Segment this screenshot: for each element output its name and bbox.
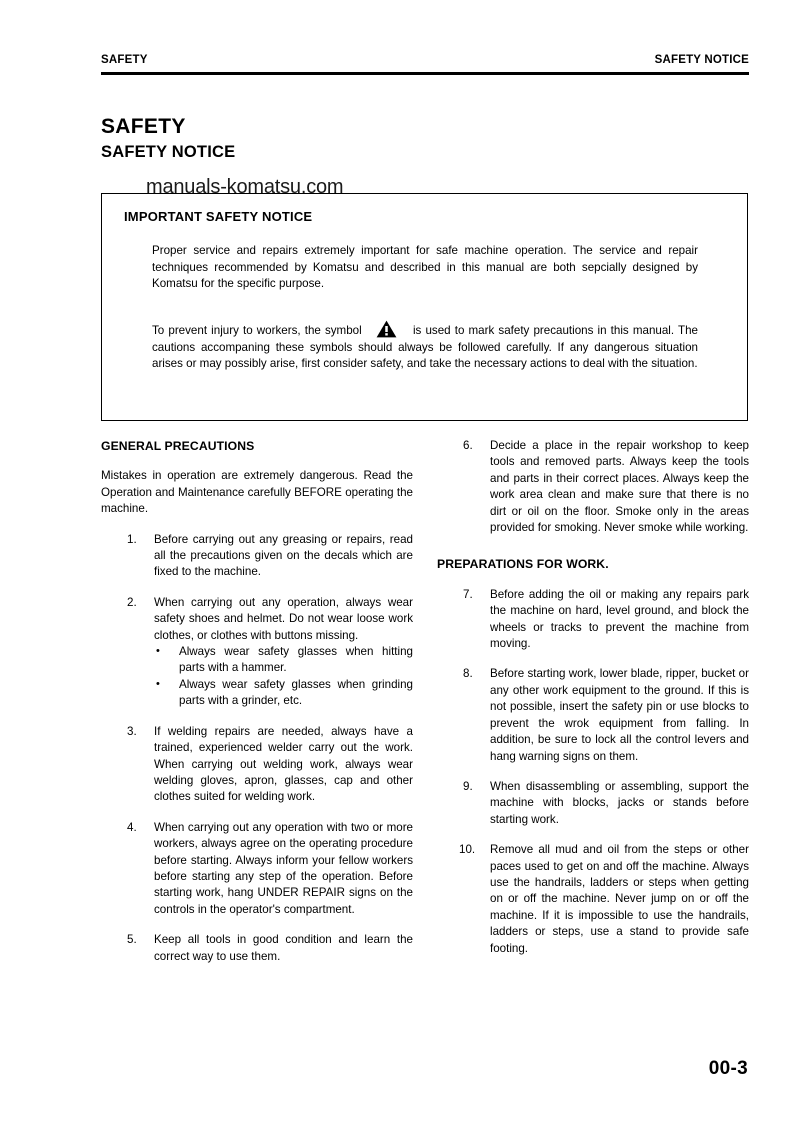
right-column [437,438,749,971]
general-precautions-lead: Mistakes in operation are extremely dangerous. Read the Operation and Maintenance carefully BEFORE operating the machine. [101,469,413,516]
header-rule [101,72,749,75]
list-item [437,842,749,957]
list-item-number: 6. [463,439,473,452]
bullet-item: • Always wear safety glasses when hitting parts with a hammer. [154,644,413,677]
list-item-number: 10. [459,843,476,857]
list-item-number: 1. [127,532,137,546]
page-subtitle: SAFETY NOTICE [101,143,236,161]
running-header-left: SAFETY [101,54,148,66]
running-header [101,54,749,66]
list-item [101,820,413,918]
page-number: 00-3 [708,1058,748,1079]
list-item [437,666,749,764]
list-item-number: 4. [127,820,137,834]
list-item-body: Before carrying out any greasing or repairs, read all the precautions given on the decals which are fixed to the machine. [154,532,413,579]
general-precautions-list-continued [437,438,749,536]
list-item [101,932,413,965]
preparations-for-work-heading: PREPARATIONS FOR WORK. [437,557,609,572]
bullet-item: • Always wear safety glasses when grinding parts with a grinder, etc. [154,677,413,710]
general-precautions-list [101,532,413,965]
list-item-body: When carrying out any operation, always wear safety shoes and helmet. Do not wear loose work clothes, or clothes with buttons missing. [154,595,413,642]
notice-paragraph-2-after: is used to mark safety precautions in this manual. The cautions accompaning these symbols should always be followed carefully. If any dangerous situation arises or may possibly arise, first consider safety, and take the necessary actions to deal with the situation. [152,324,698,371]
page-title: SAFETY [101,115,186,138]
left-column [101,438,413,979]
list-item-number: 3. [127,724,137,738]
preparations-for-work-list [437,587,749,957]
list-item-number: 9. [463,779,473,793]
notice-paragraph-2 [152,320,698,373]
list-item-body: Keep all tools in good condition and learn the correct way to use them. [154,933,413,963]
list-item [437,779,749,828]
notice-heading: IMPORTANT SAFETY NOTICE [124,209,313,224]
warning-triangle-icon [376,320,397,338]
notice-paragraph-1: Proper service and repairs extremely important for safe machine operation. The service and repair techniques recommended by Komatsu and described in this manual are both sepcially designed by Komatsu for the specific purpose. [152,244,698,291]
running-header-right: SAFETY NOTICE [654,54,749,66]
list-item-body: When disassembling or assembling, support the machine with blocks, jacks or stands before starting work. [490,779,749,826]
list-item-body: Decide a place in the repair workshop to keep tools and removed parts. Always keep the tools and parts in their correct places. Always keep the work area clean and make sure that there is no dirt or oil on the floor. Smoke only in the areas provided for smoking. Never smoke while working. [490,439,749,535]
list-item-body: If welding repairs are needed, always have a trained, experienced welder carry out the work. When carrying out welding work, always wear welding gloves, apron, glasses, cap and other clothes suited for welding work. [154,724,413,804]
list-item [101,595,413,710]
list-item-body: Before adding the oil or making any repairs park the machine on hard, level ground, and block the wheels or tracks to prevent the machine from moving. [490,587,749,651]
list-item [101,724,413,806]
list-item-body: Remove all mud and oil from the steps or other paces used to get on and off the machine. Always use the handrails, ladders or steps when getting on or off the machine. Never jump on or off the machine. If it is impossible to use the handrails, ladders or steps, use a stand to provide safe footing. [490,843,749,955]
notice-paragraph-2-before: To prevent injury to workers, the symbol [152,324,362,337]
list-item-bullets [154,644,413,710]
important-safety-notice-box [101,193,748,421]
list-item-body: When carrying out any operation with two or more workers, always agree on the operating procedure before starting. Always inform your fellow workers before starting any step of the operation. Before starting work, hang UNDER REPAIR signs on the controls in the operator's compartment. [154,820,413,916]
list-item [101,532,413,581]
list-item [437,438,749,536]
list-item-number: 8. [463,667,473,681]
general-precautions-heading: GENERAL PRECAUTIONS [101,439,255,453]
watermark: manuals-komatsu.com [146,176,344,198]
list-item-body: Before starting work, lower blade, ripper, bucket or any other work equipment to the ground. If this is not possible, insert the safety pin or use blocks to prevent the wrok equipment from falling. In addition, be sure to lock all the control levers and hang warning signs on them. [490,667,749,763]
list-item [437,587,749,653]
list-item-number: 7. [463,587,473,601]
list-item-number: 5. [127,933,137,947]
list-item-number: 2. [127,595,137,609]
